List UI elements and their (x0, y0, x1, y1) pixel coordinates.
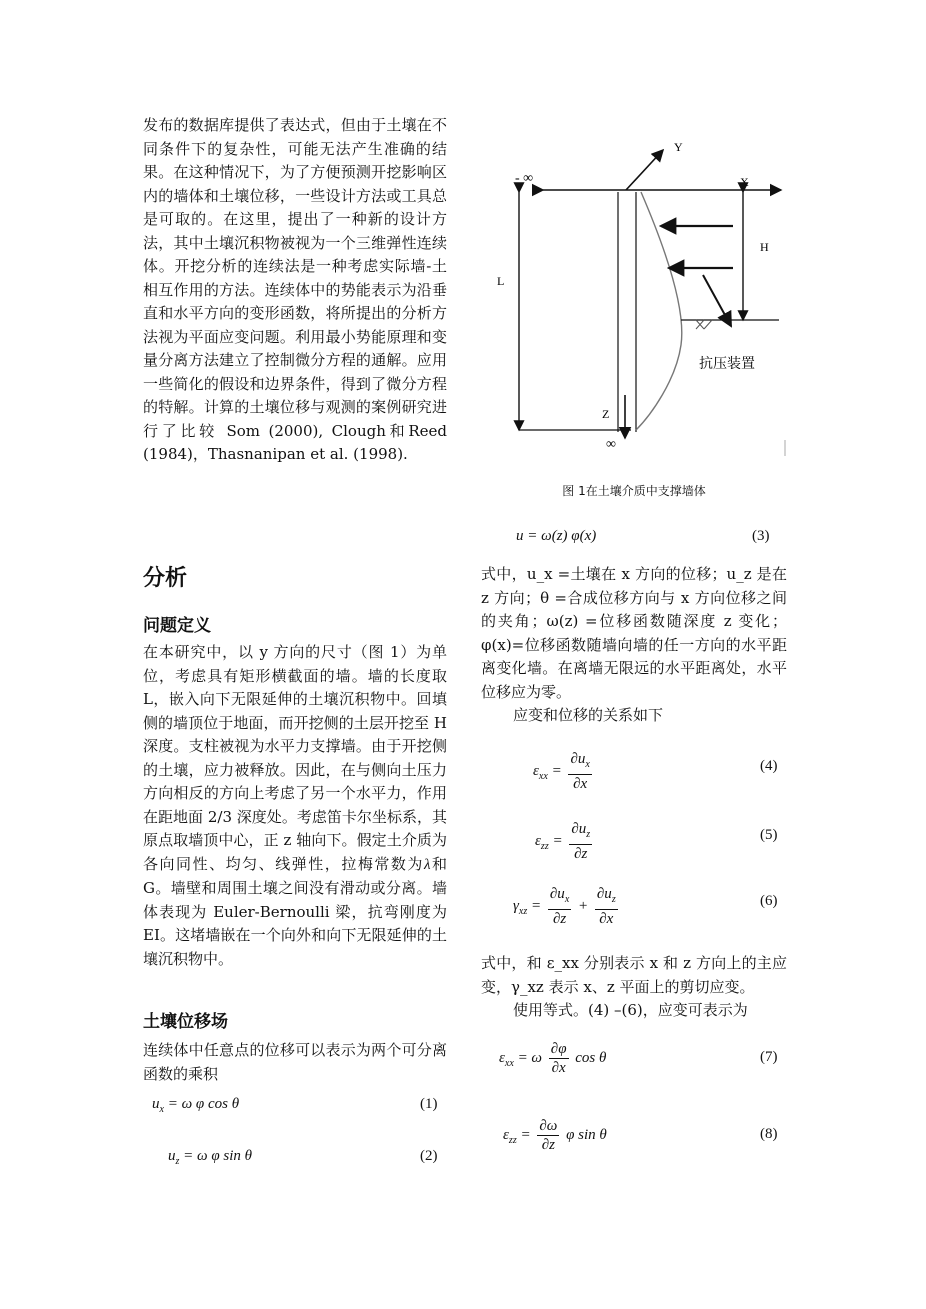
equation-8: $\varepsilon_{zz}$ = $\frac{\partial\omega}{\partial z}$ φ sin θ (503, 1118, 607, 1153)
label-device: 抗压装置 (699, 356, 755, 372)
field-text: 连续体中任意点的位移可以表示为两个可分离函数的乘积 (143, 1041, 447, 1083)
equation-8-number: (8) (760, 1126, 778, 1142)
intro-text: 发布的数据库提供了表达式，但由于土壤在不同条件下的复杂性，可能无法产生准确的结果。在这种情况下，为了方便预测开挖影响区内的墙体和土壤位移，一些设计方法或工具总是可取的。在这里，提出了一种新的设计方法，其中土壤沉积物被视为一个三维弹性连续体。开挖分析的连续法是一种考虑实际墙-土相互作用的方法。连续体中的势能表示为沿垂直和水平方向的变形函数，将所提出的分析方法视为平面应变问题。利用最小势能原理和变量分离方法建立了控制微分方程的通解。应用一些简化的假设和边界条件，得到了微分方程的特解。计算的土壤位移与观测的案例研究进行了比较 Som (2000), Clough和Reed (1984)，Thasnanipan et al. (1998). (143, 116, 447, 463)
label-y: Y (674, 140, 683, 154)
problem-text-b: 和 G。墙壁和周围土壤之间没有滑动或分离。墙体表现为 Euler-Bernoulli 梁，抗弯刚度为 EI。这堵墙嵌在一个向外和向下无限延伸的土壤沉积物中。 (143, 854, 447, 968)
label-z: Z (602, 407, 610, 421)
equation-7-number: (7) (760, 1049, 778, 1065)
figure-caption: 图 1在土壤介质中支撑墙体 (562, 484, 706, 498)
intro-paragraph (143, 114, 447, 467)
equation-5: $\varepsilon_{zz}$ = $\frac{\partial u_z}{\partial z}$ (535, 821, 591, 862)
equation-4: $\varepsilon_{xx}$ = $\frac{\partial u_x}{\partial x}$ (533, 751, 590, 792)
section-title-analysis: 分析 (143, 566, 188, 591)
eq1-text (0, 0, 1, 1)
variables-text: 式中，u_x =土壤在 x 方向的位移；u_z 是在 z 方向；θ =合成位移方向与 x 方向位移之间的夹角；ω(z) =位移函数随深度 z 变化；φ(x)=位移函数随墙向墙的任一方向的水平距离变化墙。在离墙无限远的水平距离处，水平位移应为零。 (481, 565, 787, 701)
variables-paragraph (481, 563, 787, 728)
ground-hatch (696, 320, 712, 329)
subsection-title-problem: 问题定义 (143, 616, 211, 636)
lambda-symbol: λ (423, 856, 431, 873)
strain-intro-text: 应变和位移的关系如下 (513, 706, 664, 724)
equation-7: $\varepsilon_{xx} = \omega$ $\frac{\partial\varphi}{\partial x}$ cos θ (499, 1041, 607, 1076)
strain-definition-paragraph (481, 952, 787, 1023)
equation-3-number: (3) (752, 528, 770, 544)
equation-1-number: (1) (420, 1096, 438, 1112)
subsection-title-field: 土壤位移场 (143, 1012, 228, 1032)
equation-6: $\gamma_{xz}$ = $\frac{\partial u_x}{\partial z}$ + $\frac{\partial u_z}{\partial x}$ (513, 886, 616, 927)
equation-6-number: (6) (760, 893, 778, 909)
equation-1: $u_x = \omega$ φ cos θ (152, 1096, 240, 1115)
label-x: X (740, 175, 749, 189)
equation-2-number: (2) (420, 1148, 438, 1164)
label-neg-inf: - ∞ (515, 171, 534, 186)
label-inf: ∞ (606, 437, 616, 452)
strain-definition-text: 式中，和 ε_xx 分别表示 x 和 z 方向上的主应变，γ_xz 表示 x、z 平面上的剪切应变。 (481, 954, 787, 996)
label-h: H (760, 240, 769, 254)
field-paragraph (143, 1039, 447, 1086)
strain-expression-intro: 使用等式。(4) –(6)，应变可表示为 (513, 1001, 748, 1019)
problem-paragraph (143, 641, 447, 971)
label-l: L (497, 274, 505, 288)
equation-3: u = ω(z) φ(x) (516, 528, 597, 544)
equation-4-number: (4) (760, 758, 778, 774)
y-axis-arrow (626, 150, 663, 190)
deflection-curve (636, 192, 682, 430)
equation-2: $u_z = \omega$ φ sin θ (168, 1148, 253, 1167)
equation-5-number: (5) (760, 827, 778, 843)
device-pointer (703, 275, 731, 326)
problem-text-a: 在本研究中，以 y 方向的尺寸（图 1）为单位，考虑具有矩形横截面的墙。墙的长度取 L，嵌入向下无限延伸的土壤沉积物中。回填侧的墙顶位于地面，而开挖侧的土层开挖至 H 深度。支柱被视为水平力支撑墙。由于开挖侧的土壤，应力被释放。因此，在与侧向土压力方向相反的方向上考虑了另一个水平力，作用在距地面 2/3 深度处。考虑笛卡尔坐标系，其原点取墙顶中心，正 z 轴向下。假定土介质为各向同性、均匀、线弹性，拉梅常数为 (143, 643, 447, 873)
figure-1-wall-diagram (481, 130, 791, 465)
